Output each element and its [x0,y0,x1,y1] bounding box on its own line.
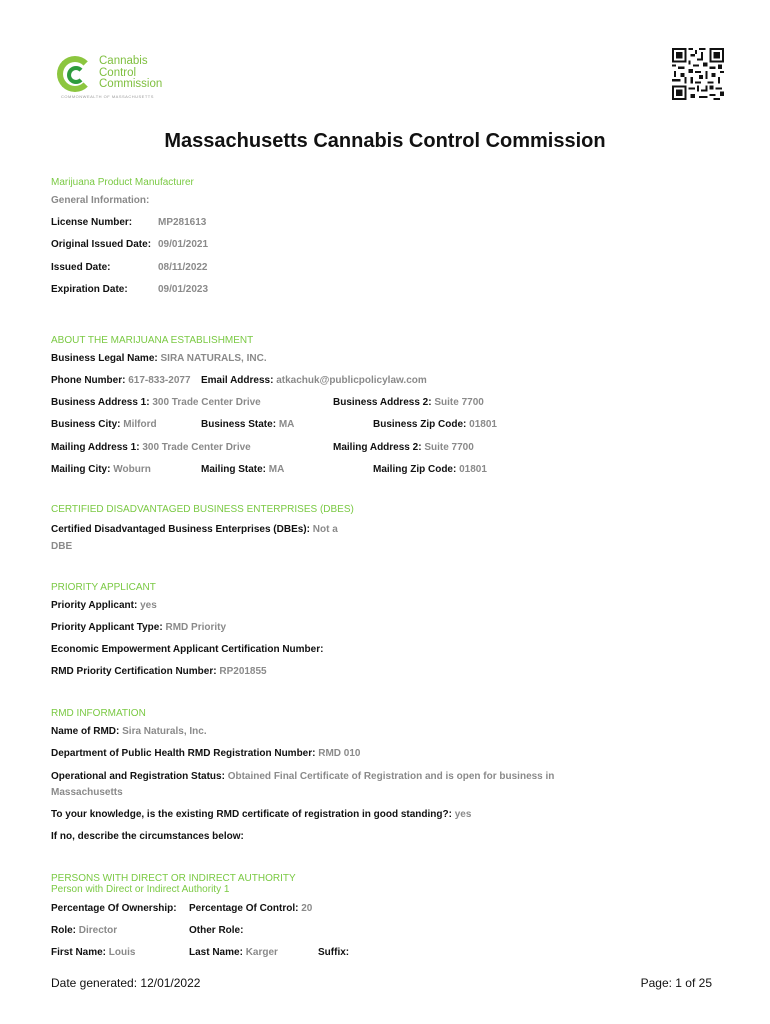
license-number-value: MP281613 [158,217,207,228]
dbe-row: Certified Disadvantaged Business Enterprises (DBEs): Not a [51,524,338,535]
email-row: Email Address: atkachuk@publicpolicylaw.com [201,375,427,386]
business-zip-row: Business Zip Code: 01801 [373,419,497,430]
expiration-date-value: 09/01/2023 [158,284,209,295]
first-name-value: Louis [108,947,136,958]
last-name-value: Karger [245,947,278,958]
phone-value: 617-833-2077 [128,375,191,386]
original-issued-date-label: Original Issued Date: [51,239,152,250]
control-value: 20 [301,903,313,914]
mailing-state-value: MA [268,464,285,475]
establishment-heading: ABOUT THE MARIJUANA ESTABLISHMENT [51,335,254,346]
business-address-1-row: Business Address 1: 300 Trade Center Drive [51,397,261,408]
priority-type-row: Priority Applicant Type: RMD Priority [51,622,227,633]
good-standing-value: yes [454,809,472,820]
mailing-address-1-row: Mailing Address 1: 300 Trade Center Drive [51,442,251,453]
dbe-value-line2: DBE [51,541,73,552]
suffix-label: Suffix: [318,947,350,958]
mailing-address-1-value: 300 Trade Center Drive [142,442,251,453]
first-name-row: First Name: Louis [51,947,136,958]
rmd-heading: RMD INFORMATION [51,708,146,719]
page-title: Massachusetts Cannabis Control Commission [164,130,606,152]
ownership-label: Percentage Of Ownership: [51,903,177,914]
dbe-heading: CERTIFIED DISADVANTAGED BUSINESS ENTERPRISES (DBES) [51,504,354,515]
business-city-value: Milford [123,419,157,430]
page-number: Page: 1 of 25 [640,976,712,990]
business-zip-value: 01801 [469,419,497,430]
persons-subheading: Person with Direct or Indirect Authority 1 [51,884,230,895]
legal-name-value: SIRA NATURALS, INC. [160,353,267,364]
last-name-row: Last Name: Karger [189,947,278,958]
operational-status-value-line2: Massachusetts [51,787,123,798]
rmd-name-row: Name of RMD: Sira Naturals, Inc. [51,726,207,737]
priority-applicant-row: Priority Applicant: yes [51,600,157,611]
priority-applicant-value: yes [140,600,157,611]
other-role-label: Other Role: [189,925,244,936]
phone-row: Phone Number: 617-833-2077 [51,375,191,386]
good-standing-row: To your knowledge, is the existing RMD certificate of registration in good standing?: yes [51,809,472,820]
mailing-address-2-value: Suite 7700 [424,442,474,453]
rmd-cert-value: RP201855 [219,666,267,677]
business-state-row: Business State: MA [201,419,295,430]
logo-text: Cannabis Control Commission [99,55,163,90]
issued-date-label: Issued Date: [51,262,111,273]
mailing-zip-value: 01801 [459,464,487,475]
logo-tagline: COMMONWEALTH OF MASSACHUSETTS [61,94,154,99]
original-issued-date-value: 09/01/2021 [158,239,209,250]
mailing-zip-row: Mailing Zip Code: 01801 [373,464,487,475]
rmd-name-value: Sira Naturals, Inc. [122,726,207,737]
rmd-cert-row: RMD Priority Certification Number: RP201855 [51,666,267,677]
control-row: Percentage Of Control: 20 [189,903,313,914]
priority-type-value: RMD Priority [165,622,227,633]
persons-heading: PERSONS WITH DIRECT OR INDIRECT AUTHORITY [51,873,296,884]
commission-logo [55,54,185,102]
mailing-state-row: Mailing State: MA [201,464,285,475]
operational-status-row: Operational and Registration Status: Obtained Final Certificate of Registration and is open for business in [51,771,555,782]
business-address-1-value: 300 Trade Center Drive [152,397,261,408]
license-number-label: License Number: [51,217,133,228]
business-address-2-value: Suite 7700 [434,397,484,408]
econ-empowerment-label: Economic Empowerment Applicant Certification Number: [51,644,324,655]
general-info-label: General Information: [51,195,150,206]
email-value: atkachuk@publicpolicylaw.com [276,375,427,386]
business-city-row: Business City: Milford [51,419,157,430]
mailing-city-row: Mailing City: Woburn [51,464,151,475]
business-address-2-row: Business Address 2: Suite 7700 [333,397,484,408]
legal-name-row: Business Legal Name: SIRA NATURALS, INC. [51,353,267,364]
priority-heading: PRIORITY APPLICANT [51,582,156,593]
mailing-address-2-row: Mailing Address 2: Suite 7700 [333,442,474,453]
date-generated: Date generated: 12/01/2022 [51,976,201,990]
mailing-city-value: Woburn [113,464,151,475]
circumstances-label: If no, describe the circumstances below: [51,831,244,842]
role-value: Director [78,925,118,936]
license-type: Marijuana Product Manufacturer [51,177,194,188]
dbe-value-line1: Not a [312,524,338,535]
qr-code-icon [672,48,724,100]
issued-date-value: 08/11/2022 [158,262,208,273]
operational-status-value-line1: Obtained Final Certificate of Registration and is open for business in [227,771,555,782]
dph-registration-row: Department of Public Health RMD Registration Number: RMD 010 [51,748,361,759]
dph-registration-value: RMD 010 [318,748,361,759]
role-row: Role: Director [51,925,118,936]
business-state-value: MA [278,419,295,430]
logo-mark-inner [67,66,85,84]
expiration-date-label: Expiration Date: [51,284,128,295]
